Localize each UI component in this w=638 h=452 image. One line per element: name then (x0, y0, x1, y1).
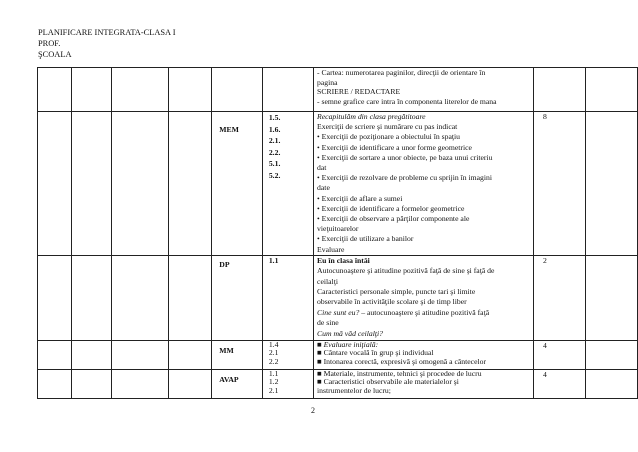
cell-empty (72, 369, 112, 398)
competence-code: 2.1 (268, 348, 279, 358)
subject-label: DP (219, 259, 230, 269)
content-line: • Exerciţii de identificare a unor forme geometrice (317, 142, 472, 152)
content-line: - semne grafice care intra în componenta literelor de mana (317, 96, 497, 106)
cell-empty (72, 340, 112, 369)
content-line: instrumentelor de lucru; (317, 385, 391, 395)
content-line: • Exerciţii de identificare a formelor geometrice (317, 203, 465, 213)
competence-code: 2.1. (268, 136, 281, 146)
content-line: observabile în activităţile scolare şi de timp liber (317, 297, 467, 307)
cell-empty (585, 340, 637, 369)
competence-code: 2.2 (268, 356, 279, 366)
lesson-title: Recapitulăm din clasa pregătitoare (317, 112, 426, 121)
hours-cell (534, 112, 586, 256)
italic-topic: Cine sunt eu? (317, 307, 360, 317)
content-line: Exerciţii de scriere şi numărare cu pas indicat (317, 122, 458, 132)
competence-code: 1.4 (268, 340, 279, 349)
content-line: • Exerciţii de utilizare a banilor (317, 234, 414, 244)
competence-cell (262, 112, 313, 256)
cell-empty (534, 68, 586, 112)
cell-empty (169, 112, 212, 256)
content-line: Autocunoaştere şi atitudine pozitivă faţă de sine şi faţă de (317, 266, 495, 276)
competence-code: 5.2. (268, 170, 281, 180)
content-line: Caracteristici personale simple, puncte tari şi limite (317, 287, 476, 297)
cell-empty (585, 68, 637, 112)
content-line: Evaluare (317, 244, 345, 254)
competence-code: 2.2. (268, 147, 281, 157)
hours-value: 2 (543, 255, 547, 265)
topic-rest: – autocunoaştere şi atitudine pozitivă faţă (359, 307, 490, 317)
cell-empty (585, 369, 637, 398)
cell-empty (169, 369, 212, 398)
content-line: • Exerciţii de observare a părţilor componente ale (317, 214, 470, 224)
competence-code: 1.1 (268, 369, 279, 378)
subject-label: MEM (219, 125, 239, 134)
competence-code: 1.2 (268, 377, 279, 387)
content-line: ■ Caracteristici observabile ale materialelor şi (317, 377, 459, 387)
subject-cell (212, 369, 263, 398)
cell-empty (112, 369, 169, 398)
competence-cell (262, 340, 313, 369)
content-cell (314, 340, 534, 369)
cell-empty (112, 255, 169, 340)
doc-title: PLANIFICARE INTEGRATA-CLASA I (38, 28, 176, 37)
cell-empty (169, 68, 212, 112)
competence-code: 5.1. (268, 159, 281, 169)
table-row (38, 255, 638, 340)
content-line: ■ Evaluare iniţială: (317, 340, 379, 349)
hours-cell (534, 255, 586, 340)
italic-topic: Cum mă văd ceilalţi? (317, 328, 384, 338)
table-row (38, 369, 638, 398)
content-line: dat (317, 163, 327, 173)
subject-label: MM (219, 345, 234, 355)
school-label: ŞCOALA (38, 50, 72, 59)
subject-cell (212, 255, 263, 340)
content-cell (314, 255, 534, 340)
page-number: 2 (311, 406, 315, 415)
cell-empty (72, 112, 112, 256)
content-line: de sine (317, 318, 339, 328)
cell-empty (38, 112, 72, 256)
cell-empty (38, 255, 72, 340)
hours-value: 8 (543, 112, 547, 121)
lesson-title: Eu în clasa întâi (317, 255, 370, 265)
table-row (38, 112, 638, 256)
hours-cell (534, 340, 586, 369)
content-line: ■ Materiale, instrumente, tehnici şi procedee de lucru (317, 369, 482, 378)
cell-empty (169, 255, 212, 340)
planning-table (37, 67, 638, 399)
content-line: ■ Cântare vocală în grup şi individual (317, 348, 434, 358)
subject-cell (212, 340, 263, 369)
competence-code: 1.5. (268, 113, 281, 122)
cell-empty (112, 112, 169, 256)
content-line: SCRIERE / REDACTARE (317, 87, 401, 97)
table-row (38, 68, 638, 112)
cell-empty (212, 68, 263, 112)
content-cell (314, 369, 534, 398)
content-line: • Exerciţii de aflare a sumei (317, 193, 403, 203)
cell-empty (72, 255, 112, 340)
cell-empty (262, 68, 313, 112)
cell-empty (169, 340, 212, 369)
content-line: • Exerciţii de rezolvare de probleme cu sprijin în imagini (317, 173, 493, 183)
content-line: - Cartea: numerotarea paginilor, direcţii de orientare în (317, 68, 486, 77)
competence-cell (262, 255, 313, 340)
competence-code: 1.6. (268, 124, 281, 134)
content-line: ceilalţi (317, 276, 338, 286)
teacher-label: PROF. (38, 39, 61, 48)
cell-empty (585, 112, 637, 256)
cell-empty (38, 68, 72, 112)
content-line (317, 308, 530, 318)
hours-value: 4 (543, 340, 547, 350)
cell-empty (72, 68, 112, 112)
content-line: pagina (317, 77, 338, 87)
content-line: date (317, 183, 330, 193)
content-cell (314, 112, 534, 256)
content-line: ■ Intonarea corectă, expresivă şi omogenă a cântecelor (317, 356, 487, 366)
subject-label: AVAP (219, 374, 239, 384)
cell-empty (38, 369, 72, 398)
hours-cell (534, 369, 586, 398)
content-line: vieţuitoarelor (317, 224, 359, 234)
cell-empty (112, 68, 169, 112)
content-line: • Exerciţii de poziţionare a obiectului în spaţiu (317, 132, 460, 142)
table-row (38, 340, 638, 369)
competence-cell (262, 369, 313, 398)
cell-empty (585, 255, 637, 340)
cell-empty (38, 340, 72, 369)
hours-value: 4 (543, 369, 547, 379)
cell-empty (112, 340, 169, 369)
competence-code: 1.1 (268, 255, 279, 265)
competence-code: 2.1 (268, 385, 279, 395)
content-cell (314, 68, 534, 112)
content-line: • Exerciţii de sortare a unor obiecte, pe baza unui criteriu (317, 152, 493, 162)
subject-cell (212, 112, 263, 256)
